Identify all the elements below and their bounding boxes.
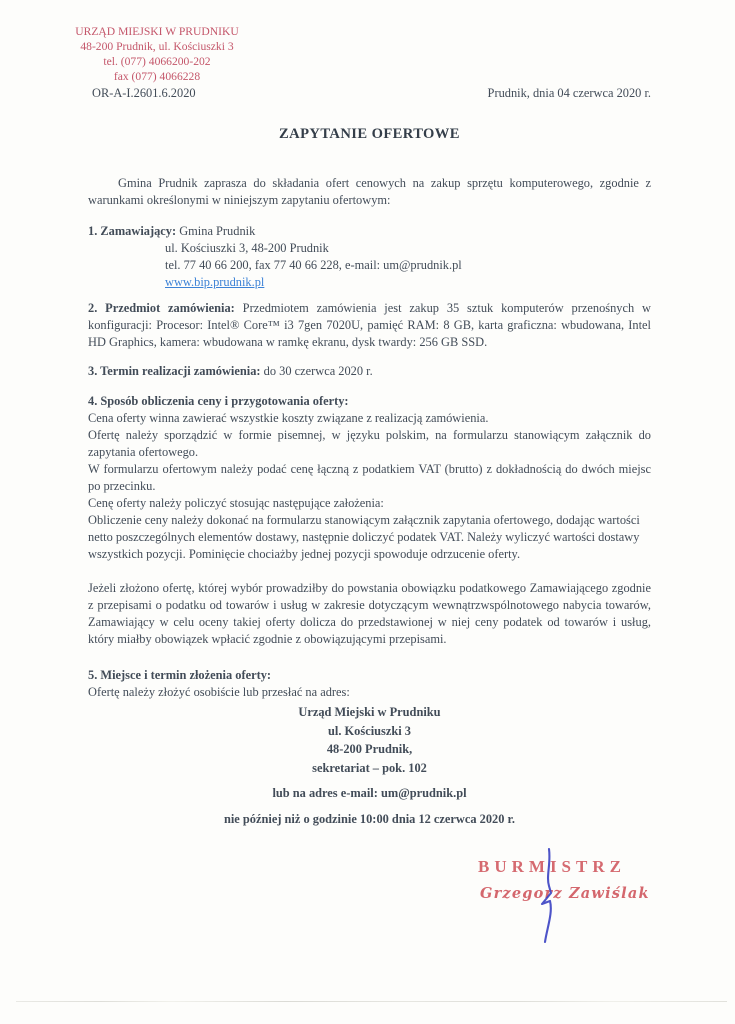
section3-text: do 30 czerwca 2020 r. bbox=[263, 364, 373, 378]
submission-deadline-line: nie później niż o godzinie 10:00 dnia 12 czerwca 2020 r. bbox=[223, 812, 516, 826]
letterhead-phone: tel. (077) 4066200-202 bbox=[103, 55, 211, 68]
submission-address-block bbox=[88, 703, 651, 777]
buyer-website-line bbox=[165, 274, 651, 291]
case-reference-number: OR-A-I.2601.6.2020 bbox=[92, 86, 196, 100]
section1-heading-line bbox=[88, 223, 651, 240]
section5-label: 5. Miejsce i termin złożenia oferty: bbox=[88, 668, 272, 682]
section2-label: 2. Przedmiot zamówienia: bbox=[88, 301, 235, 315]
letterhead-fax: fax (077) 4066228 bbox=[113, 70, 201, 83]
section3-label: 3. Termin realizacji zamówienia: bbox=[88, 364, 261, 378]
submission-address-line: Urząd Miejski w Prudniku bbox=[298, 705, 441, 719]
place-date-line: Prudnik, dnia 04 czerwca 2020 r. bbox=[487, 86, 651, 100]
letterhead-address: 48-200 Prudnik, ul. Kościuszki 3 bbox=[80, 40, 234, 53]
submission-address-line: 48-200 Prudnik, bbox=[326, 742, 413, 756]
buyer-contact-line: tel. 77 40 66 200, fax 77 40 66 228, e-mail: um@prudnik.pl bbox=[165, 258, 462, 272]
bip-website-link[interactable]: www.bip.prudnik.pl bbox=[165, 275, 265, 289]
letterhead-org-name: URZĄD MIEJSKI W PRUDNIKU bbox=[75, 25, 239, 38]
price-rule-paragraph: Cena oferty winna zawierać wszystkie koszty związane z realizacją zamówienia. bbox=[88, 411, 489, 425]
price-rule-paragraph: Obliczenie ceny należy dokonać na formularzu stanowiącym załącznik zapytania ofertowego, dodając wartości netto poszczególnych elementów dostawy, następnie doliczyć podatek VAT. Należy wyliczyć wartości dostawy wszystkich pozycji. Pominięcie chociażby jednej pozycji spowoduje odrzucenie oferty. bbox=[88, 513, 640, 561]
section-przedmiot bbox=[88, 300, 651, 351]
signature-area bbox=[478, 858, 708, 938]
section4-label: 4. Sposób obliczenia ceny i przygotowania oferty: bbox=[88, 394, 349, 408]
section-zamawiajacy bbox=[88, 223, 651, 291]
burmistrz-stamp-name: Grzegorz Zawiślak bbox=[480, 885, 650, 902]
submission-address-line: sekretariat – pok. 102 bbox=[312, 760, 427, 775]
section-termin bbox=[88, 363, 651, 380]
section1-value: Gmina Prudnik bbox=[179, 224, 256, 238]
price-rule-paragraph: Ofertę należy sporządzić w formie pisemnej, w języku polskim, na formularzu stanowiącym załącznik do zapytania ofertowego. bbox=[88, 428, 651, 459]
scan-artifact-line bbox=[16, 1001, 727, 1002]
reference-date-row bbox=[88, 85, 651, 102]
price-rule-paragraph: W formularzu ofertowym należy podać cenę łączną z podatkiem VAT (brutto) z dokładnością do dwóch miejsc po przecinku. bbox=[88, 462, 651, 493]
vat-obligation-paragraph: Jeżeli złożono ofertę, której wybór prowadziłby do powstania obowiązku podatkowego Zamawiającego zgodnie z przepisami o podatku od towarów i usług w zakresie dotyczącym wewnątrzwspólnotowego nabycia towarów, Zamawiający w celu oceny takiej oferty dolicza do przedstawionej w niej ceny podatek od towarów i usług, który miałby obowiązek wpłacić zgodnie z obowiązującymi przepisami. bbox=[88, 581, 651, 646]
letterhead-stamp bbox=[62, 24, 252, 84]
submission-email-line: lub na adres e-mail: um@prudnik.pl bbox=[272, 786, 467, 800]
buyer-street-line: ul. Kościuszki 3, 48-200 Prudnik bbox=[165, 241, 329, 255]
intro-paragraph: Gmina Prudnik zaprasza do składania ofert cenowych na zakup sprzętu komputerowego, zgodnie z warunkami określonymi w niniejszym zapytaniu ofertowym: bbox=[88, 176, 651, 207]
section-sposob-obliczenia bbox=[88, 393, 651, 648]
document-title: ZAPYTANIE OFERTOWE bbox=[279, 126, 460, 142]
section2-text: Przedmiotem zamówienia jest zakup 35 sztuk komputerów przenośnych w konfiguracji: Procesor: Intel® Core™ i3 7gen 7020U, pamięć RAM: 8 GB, karta graficzna: wbudowana, Intel HD Graphics, kamera: wbudowana w ramkę ekranu, dysk twardy: 256 GB SSD. bbox=[88, 301, 651, 349]
section1-label: 1. Zamawiający: bbox=[88, 224, 177, 238]
section-miejsce-termin bbox=[88, 667, 651, 828]
price-rule-paragraph: Cenę oferty należy policzyć stosując następujące założenia: bbox=[88, 496, 384, 510]
section5-intro: Ofertę należy złożyć osobiście lub przesłać na adres: bbox=[88, 685, 350, 699]
submission-address-line: ul. Kościuszki 3 bbox=[328, 723, 411, 738]
burmistrz-stamp-title: BURMISTRZ bbox=[478, 857, 626, 876]
